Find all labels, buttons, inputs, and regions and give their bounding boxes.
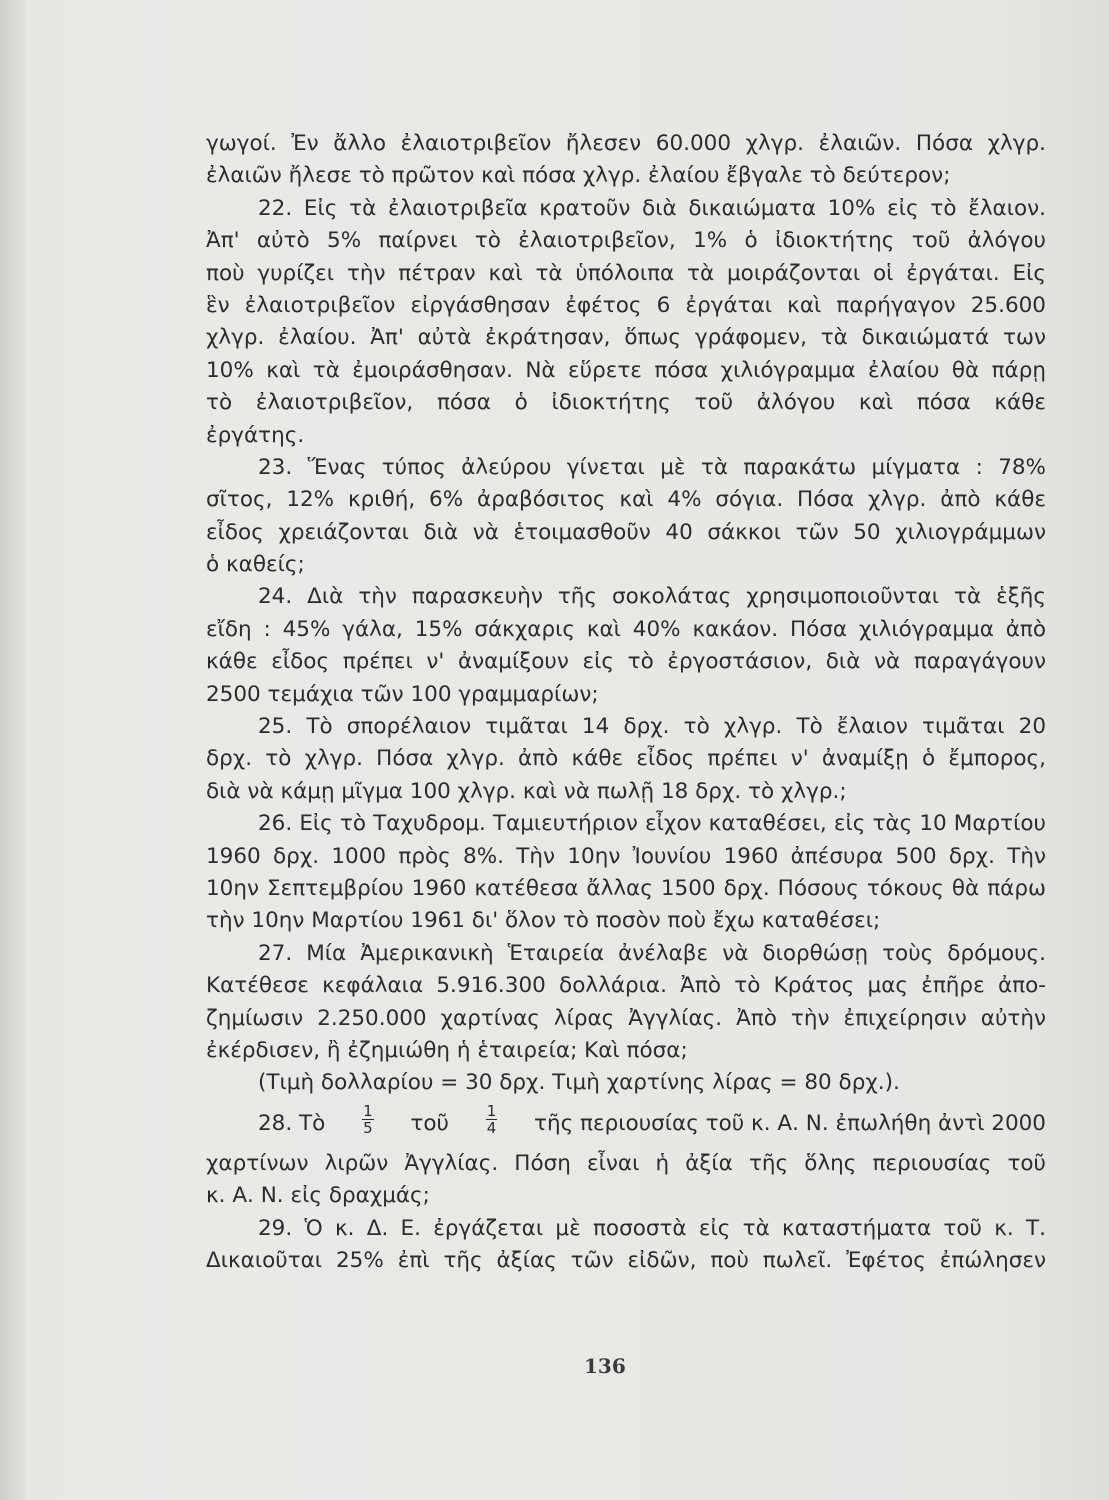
text-line-content: τὴν 10ην Μαρτίου 1961 δι' ὅλον τὸ ποσὸν ποὺ ἔχω καταθέσει; <box>206 908 881 934</box>
text-line-content: 29. Ὁ κ. Δ. Ε. ἐργάζεται μὲ ποσοστὰ εἰς τὰ καταστήματα τοῦ κ. Τ. <box>258 1215 1046 1241</box>
text-line <box>206 322 1046 354</box>
text-line-content: εἶδος χρειάζονται διὰ νὰ ἑτοιμασθοῦν 40 σάκκοι τῶν 50 χιλιογράμμων <box>206 519 1046 545</box>
text-line <box>206 873 1046 905</box>
text-line-content: 25. Τὸ σπορέλαιον τιμᾶται 14 δρχ. τὸ χλγρ. Τὸ ἔλαιον τιμᾶται 20 <box>258 714 1046 740</box>
text-line-content: Ἀπ' αὐτὸ 5% παίρνει τὸ ἐλαιοτριβεῖον, 1% ὁ ἰδιοκτήτης τοῦ ἀλόγου <box>206 228 1046 254</box>
text-line <box>206 711 1046 743</box>
text-line <box>206 743 1046 775</box>
text-line-content: κ. Α. Ν. εἰς δραχμάς; <box>206 1183 430 1209</box>
text-line-content: 1960 δρχ. 1000 πρὸς 8%. Τὴν 10ην Ἰουνίου 1960 ἀπέσυρα 500 δρχ. Τὴν <box>206 843 1046 869</box>
text-line <box>206 290 1046 322</box>
text-line <box>206 225 1046 257</box>
text-line <box>206 1180 1046 1212</box>
text-line <box>206 646 1046 678</box>
text-line-content: Δικαιοῦται 25% ἐπὶ τῆς ἀξίας τῶν εἰδῶν, ποὺ πωλεῖ. Ἐφέτος ἐπώλησεν <box>206 1247 1046 1273</box>
fraction-one-fifth <box>362 1103 374 1136</box>
text-line <box>206 1245 1046 1277</box>
text-line-content: 26. Εἰς τὸ Ταχυδρομ. Ταμιευτήριον εἶχον καταθέσει, εἰς τὰς 10 Μαρτίου <box>258 811 1046 837</box>
fraction-line-suffix: τῆς περιουσίας τοῦ κ. Α. Ν. ἐπωλήθη ἀντὶ 2000 <box>534 1110 1046 1136</box>
text-line <box>206 420 1046 452</box>
problem-28-fraction-line <box>206 1100 1046 1148</box>
text-line-content: ἐκέρδισεν, ἢ ἐζημιώθη ἡ ἑταιρεία; Καὶ πόσα; <box>206 1037 688 1063</box>
text-line <box>206 841 1046 873</box>
text-line <box>206 938 1046 970</box>
text-line-content: ἓν ἐλαιοτριβεῖον εἰργάσθησαν ἐφέτος 6 ἐργάται καὶ παρήγαγον 25.600 <box>206 292 1046 318</box>
page-text-block <box>206 128 1046 1277</box>
text-line <box>206 1067 1046 1099</box>
text-line-content: σῖτος, 12% κριθή, 6% ἀραβόσιτος καὶ 4% σόγια. Πόσα χλγρ. ἀπὸ κάθε <box>206 487 1046 513</box>
text-line-content: δρχ. τὸ χλγρ. Πόσα χλγρ. ἀπὸ κάθε εἶδος πρέπει ν' ἀναμίξῃ ὁ ἔμπορος, <box>206 746 1046 772</box>
fraction-one-fourth <box>486 1103 498 1136</box>
fraction-1-numerator: 1 <box>363 1102 373 1121</box>
text-line <box>206 808 1046 840</box>
text-line-content: ὁ καθείς; <box>206 552 305 578</box>
text-line-content: κάθε εἶδος πρέπει ν' ἀναμίξουν εἰς τὸ ἐργοστάσιον, διὰ νὰ παραγάγουν <box>206 649 1046 675</box>
text-line-content: 22. Εἰς τὰ ἐλαιοτριβεῖα κρατοῦν διὰ δικαιώματα 10% εἰς τὸ ἔλαιον. <box>258 195 1046 221</box>
text-line <box>206 193 1046 225</box>
fraction-line-prefix: 28. Τὸ <box>258 1110 326 1136</box>
page-spine-shadow <box>0 0 26 1500</box>
text-line-content: ἐλαιῶν ἤλεσε τὸ πρῶτον καὶ πόσα χλγρ. ἐλαίου ἔβγαλε τὸ δεύτερον; <box>206 163 951 189</box>
text-line-content: γωγοί. Ἐν ἄλλο ἐλαιοτριβεῖον ἤλεσεν 60.000 χλγρ. ἐλαιῶν. Πόσα χλγρ. <box>206 131 1046 156</box>
text-line <box>206 614 1046 646</box>
text-line <box>206 549 1046 581</box>
text-line <box>206 679 1046 711</box>
text-line-content: ζημίωσιν 2.250.000 χαρτίνας λίρας Ἀγγλίας. Ἀπὸ τὴν ἐπιχείρησιν αὐτὴν <box>206 1005 1046 1031</box>
text-line-content: ἐργάτης. <box>206 422 305 448</box>
text-line <box>206 970 1046 1002</box>
text-lines-before <box>206 128 1046 1100</box>
text-line <box>206 355 1046 387</box>
text-line-content: διὰ νὰ κάμῃ μῖγμα 100 χλγρ. καὶ νὰ πωλῇ 18 δρχ. τὸ χλγρ.; <box>206 778 847 804</box>
text-line-content: ποὺ γυρίζει τὴν πέτραν καὶ τὰ ὑπόλοιπα τὰ μοιράζονται οἱ ἐργάται. Εἰς <box>206 260 1046 286</box>
text-line <box>206 160 1046 192</box>
text-line-content: εἴδη : 45% γάλα, 15% σάκχαρις καὶ 40% κακάον. Πόσα χιλιόγραμμα ἀπὸ <box>206 616 1046 642</box>
fraction-2-denominator: 4 <box>486 1119 497 1138</box>
text-line <box>206 1035 1046 1067</box>
text-line <box>206 517 1046 549</box>
text-line <box>206 1213 1046 1245</box>
fraction-1-denominator: 5 <box>363 1119 373 1138</box>
text-line-content: 2500 τεμάχια τῶν 100 γραμμαρίων; <box>206 681 599 707</box>
text-line-content: τὸ ἐλαιοτριβεῖον, πόσα ὁ ἰδιοκτήτης τοῦ ἀλόγου καὶ πόσα κάθε <box>206 390 1046 416</box>
text-line-content: 10ην Σεπτεμβρίου 1960 κατέθεσα ἄλλας 1500 δρχ. Πόσους τόκους θὰ πάρω <box>206 875 1046 901</box>
text-line-content: 27. Μία Ἀμερικανικὴ Ἑταιρεία ἀνέλαβε νὰ διορθώσῃ τοὺς δρόμους. <box>258 940 1046 966</box>
text-line-content: Κατέθεσε κεφάλαια 5.916.300 δολλάρια. Ἀπὸ τὸ Κράτος μας ἐπῆρε ἀπο- <box>206 973 1046 999</box>
text-line-content: (Τιμὴ δολλαρίου = 30 δρχ. Τιμὴ χαρτίνης λίρας = 80 δρχ.). <box>258 1070 900 1096</box>
text-line <box>206 776 1046 808</box>
page-number: 136 <box>584 1354 626 1378</box>
text-lines-after <box>206 1148 1046 1278</box>
text-line <box>206 452 1046 484</box>
text-line-content: χλγρ. ἐλαίου. Ἀπ' αὐτὰ ἐκράτησαν, ὅπως γράφομεν, τὰ δικαιώματά των <box>206 325 1046 351</box>
fraction-2-numerator: 1 <box>486 1102 497 1121</box>
text-line <box>206 484 1046 516</box>
text-line-content: 24. Διὰ τὴν παρασκευὴν τῆς σοκολάτας χρησιμοποιοῦνται τὰ ἑξῆς <box>258 584 1046 610</box>
fraction-line-middle: τοῦ <box>410 1110 449 1136</box>
text-line <box>206 387 1046 419</box>
text-line-content: 10% καὶ τὰ ἐμοιράσθησαν. Νὰ εὕρετε πόσα χιλιόγραμμα ἐλαίου θὰ πάρῃ <box>206 357 1046 383</box>
text-line-content: χαρτίνων λιρῶν Ἀγγλίας. Πόση εἶναι ἡ ἀξία τῆς ὅλης περιουσίας τοῦ <box>206 1150 1046 1176</box>
text-line <box>206 128 1046 160</box>
text-line <box>206 258 1046 290</box>
text-line-content: 23. Ἕνας τύπος ἀλεύρου γίνεται μὲ τὰ παρακάτω μίγματα : 78% <box>258 454 1046 480</box>
text-line <box>206 905 1046 937</box>
text-line <box>206 1148 1046 1180</box>
text-line <box>206 581 1046 613</box>
text-line <box>206 1003 1046 1035</box>
